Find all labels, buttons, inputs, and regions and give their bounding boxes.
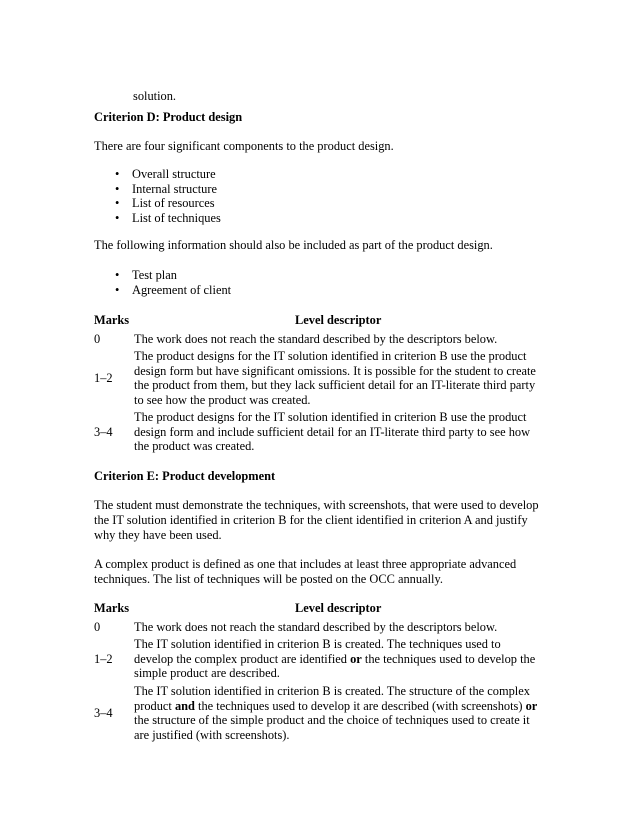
marks-header: Marks (94, 313, 130, 327)
descriptor-line: design form and include sufficient detail for an IT-literate third party to see how (134, 424, 531, 439)
descriptor-line: design form but have significant omissions. It is possible for the student to create (134, 363, 536, 378)
mark-value: 3–4 (94, 706, 113, 720)
paragraph-line: the IT solution identified in criterion B for the client identified in criterion A and justify (94, 513, 528, 527)
descriptor-line: The product designs for the IT solution identified in criterion B use the product (134, 410, 527, 424)
continuation-text: solution. (133, 89, 177, 103)
descriptor-line: the product was created. (134, 439, 255, 453)
descriptor-line: The work does not reach the standard described by the descriptors below. (134, 620, 498, 634)
descriptor-line: develop the complex product are identified or the techniques used to develop the (134, 651, 536, 666)
descriptor-line: to see how the product was created. (134, 392, 311, 407)
criterion-e-heading: Criterion E: Product development (94, 469, 276, 483)
mark-value: 0 (94, 332, 101, 346)
mark-value: 3–4 (94, 425, 113, 439)
criterion-d-intro: There are four significant components to the product design. (94, 139, 394, 153)
descriptor-line: The IT solution identified in criterion B is created. The techniques used to (134, 637, 501, 651)
criterion-e-para2 (94, 557, 516, 587)
descriptor-line: The product designs for the IT solution identified in criterion B use the product (134, 349, 527, 363)
document-page: solution. Criterion D: Product design There are four significant components to the product design. • Overall structure • Internal structure • List of resources • List of techniques The following information should also be included as part of the product design. • Test plan • Agreement of client Marks Level descriptor 0 The work does not reach the standard described by the descriptors below. 1–2 The product designs for the IT solution identified in criterion B use the product design form but have significant omissions. It is possible for the student to create the product from them, but they lack sufficient detail for an IT-literate third party to see how the product was created. 3–4 The product designs for the IT solution identified in criterion B use the product design form and include sufficient detail for an IT-literate third party to see how the product was created. Criterion E: Product development The student must demonstrate the techniques, with screenshots, that were used to develop the IT solution identified in criterion B for the client identified in criterion A and justify why they have been used. A complex product is defined as one that includes at least three appropriate advanced techniques. The list of techniques will be posted on the OCC annually. Marks Level descriptor 0 The work does not reach the standard described by the descriptors below. 1–2 The IT solution identified in criterion B is created. The techniques used to develop the complex product are identified or the techniques used to develop the simple product are described. 3–4 The IT solution identified in criterion B is created. The structure of the complex product and the techniques used to develop it are described (with screenshots) or the structure of the simple product and the choice of techniques used to create it are justified (with screenshots). (0, 0, 638, 826)
paragraph-line: The student must demonstrate the techniques, with screenshots, that were used to develop (94, 498, 539, 512)
paragraph-line: techniques. The list of techniques will be posted on the OCC annually. (94, 572, 443, 586)
descriptor-line: The work does not reach the standard described by the descriptors below. (134, 332, 498, 346)
criterion-d-heading: Criterion D: Product design (94, 110, 243, 124)
descriptor-line: simple product are described. (134, 666, 280, 680)
descriptor-line: the structure of the simple product and the choice of techniques used to create it (134, 713, 530, 727)
descriptor-line: are justified (with screenshots). (134, 727, 290, 742)
descriptor-header: Level descriptor (295, 313, 382, 327)
mark-value: 1–2 (94, 371, 113, 385)
criterion-d-rubric-table (94, 313, 544, 463)
mark-value: 0 (94, 620, 101, 634)
marks-header: Marks (94, 601, 130, 615)
descriptor-line: the product from them, but they lack sufficient detail for an IT-literate third party (134, 378, 536, 392)
criterion-e-rubric-table (94, 601, 544, 746)
paragraph-line: why they have been used. (94, 528, 222, 542)
descriptor-line: product and the techniques used to develop it are described (with screenshots) or (134, 698, 538, 713)
criterion-e-para1 (94, 498, 539, 543)
descriptor-header: Level descriptor (295, 601, 382, 615)
mark-value: 1–2 (94, 652, 113, 666)
descriptor-line: The IT solution identified in criterion B is created. The structure of the complex (134, 684, 530, 698)
paragraph-line: A complex product is defined as one that includes at least three appropriate advanced (94, 557, 517, 571)
criterion-d-also-intro: The following information should also be included as part of the product design. (94, 238, 493, 252)
